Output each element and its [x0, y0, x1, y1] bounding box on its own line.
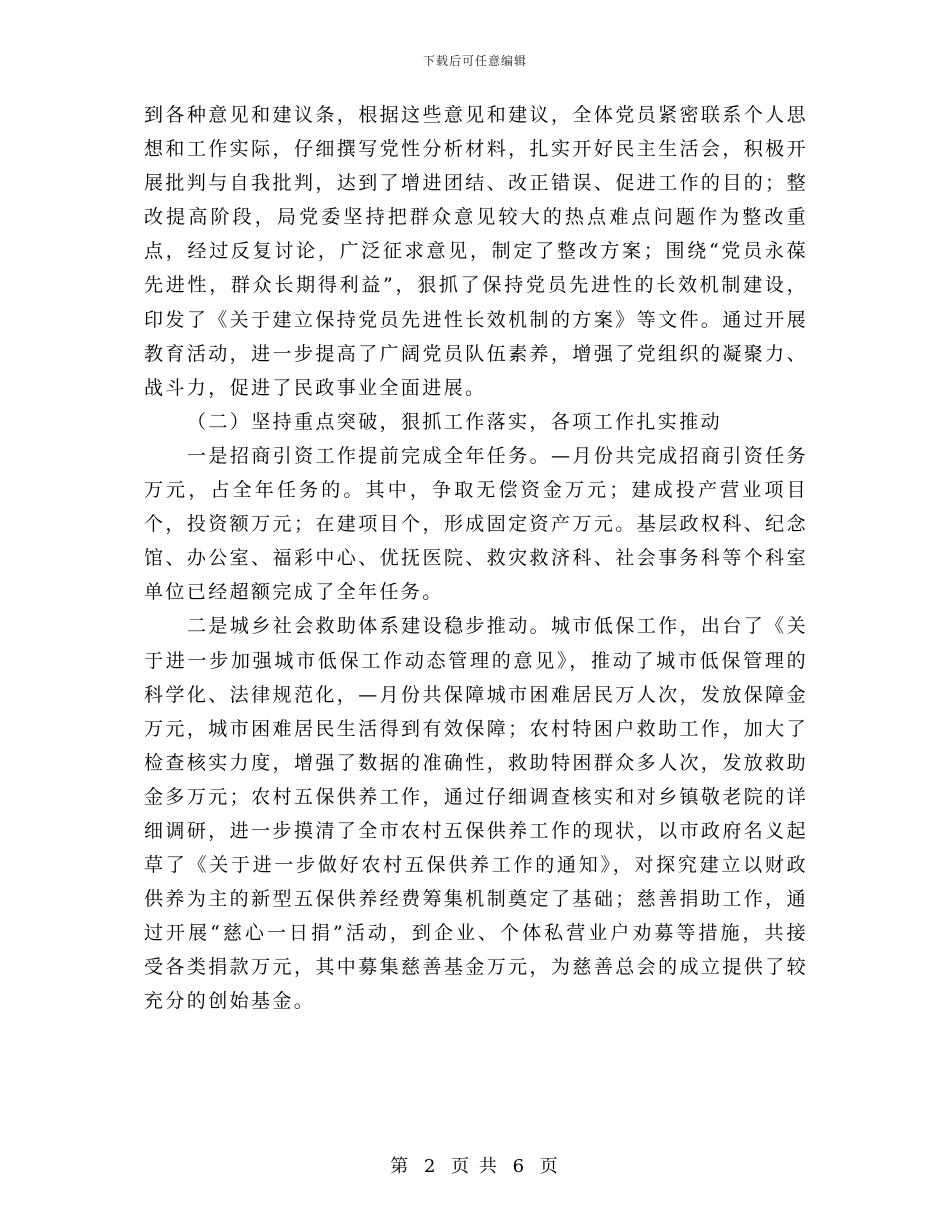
section-heading: （二）坚持重点突破，狠抓工作落实，各项工作扎实推动 — [187, 410, 723, 433]
page-header: 下载后可任意编辑 — [422, 54, 527, 68]
footer-prefix: 第 — [390, 1156, 411, 1177]
current-page-number: 2 — [423, 1156, 438, 1177]
page-footer — [0, 1152, 950, 1178]
paragraph-investment: 一是招商引资工作提前完成全年任务。—月份共完成招商引资任务万元，占全年任务的。其中，争取无偿资金万元；建成投产营业项目个，投资额万元；在建项目个，形成固定资产万元。基层政权科、纪念馆、办公室、福彩中心、优抚医院、救灾救济科、社会事务科等个科室单位已经超额完成了全年任务。 — [144, 444, 808, 604]
total-pages-number: 6 — [512, 1156, 527, 1177]
footer-suffix: 页 — [539, 1156, 560, 1177]
footer-middle: 页 共 — [451, 1156, 499, 1177]
paragraph-continuation: 到各种意见和建议条，根据这些意见和建议，全体党员紧密联系个人思想和工作实际，仔细撰写党性分析材料，扎实开好民主生活会，积极开展批判与自我批判，达到了增进团结、改正错误、促进工作的目的；整改提高阶段，局党委坚持把群众意见较大的热点难点问题作为整改重点，经过反复讨论，广泛征求意见，制定了整改方案；围绕“党员永葆先进性，群众长期得利益”，狠抓了保持党员先进性的长效机制建设，印发了《关于建立保持党员先进性长效机制的方案》等文件。通过开展教育活动，进一步提高了广阔党员队伍素养，增强了党组织的凝聚力、战斗力，促进了民政事业全面进展。 — [144, 104, 808, 399]
document-body — [144, 98, 808, 1019]
paragraph-social-assistance: 二是城乡社会救助体系建设稳步推动。城市低保工作，出台了《关于进一步加强城市低保工作动态管理的意见》，推动了城市低保管理的科学化、法律规范化，—月份共保障城市困难居民万人次，发放保障金万元，城市困难居民生活得到有效保障；农村特困户救助工作，加大了检查核实力度，增强了数据的准确性，救助特困群众多人次，发放救助金多万元；农村五保供养工作，通过仔细调查核实和对乡镇敬老院的详细调研，进一步摸清了全市农村五保供养工作的现状，以市政府名义起草了《关于进一步做好农村五保供养工作的通知》，对探究建立以财政供养为主的新型五保供养经费筹集机制奠定了基础；慈善捐助工作，通过开展“慈心一日捐”活动，到企业、个体私营业户劝募等措施，共接受各类捐款万元，其中募集慈善基金万元，为慈善总会的成立提供了较充分的创始基金。 — [144, 615, 808, 1013]
